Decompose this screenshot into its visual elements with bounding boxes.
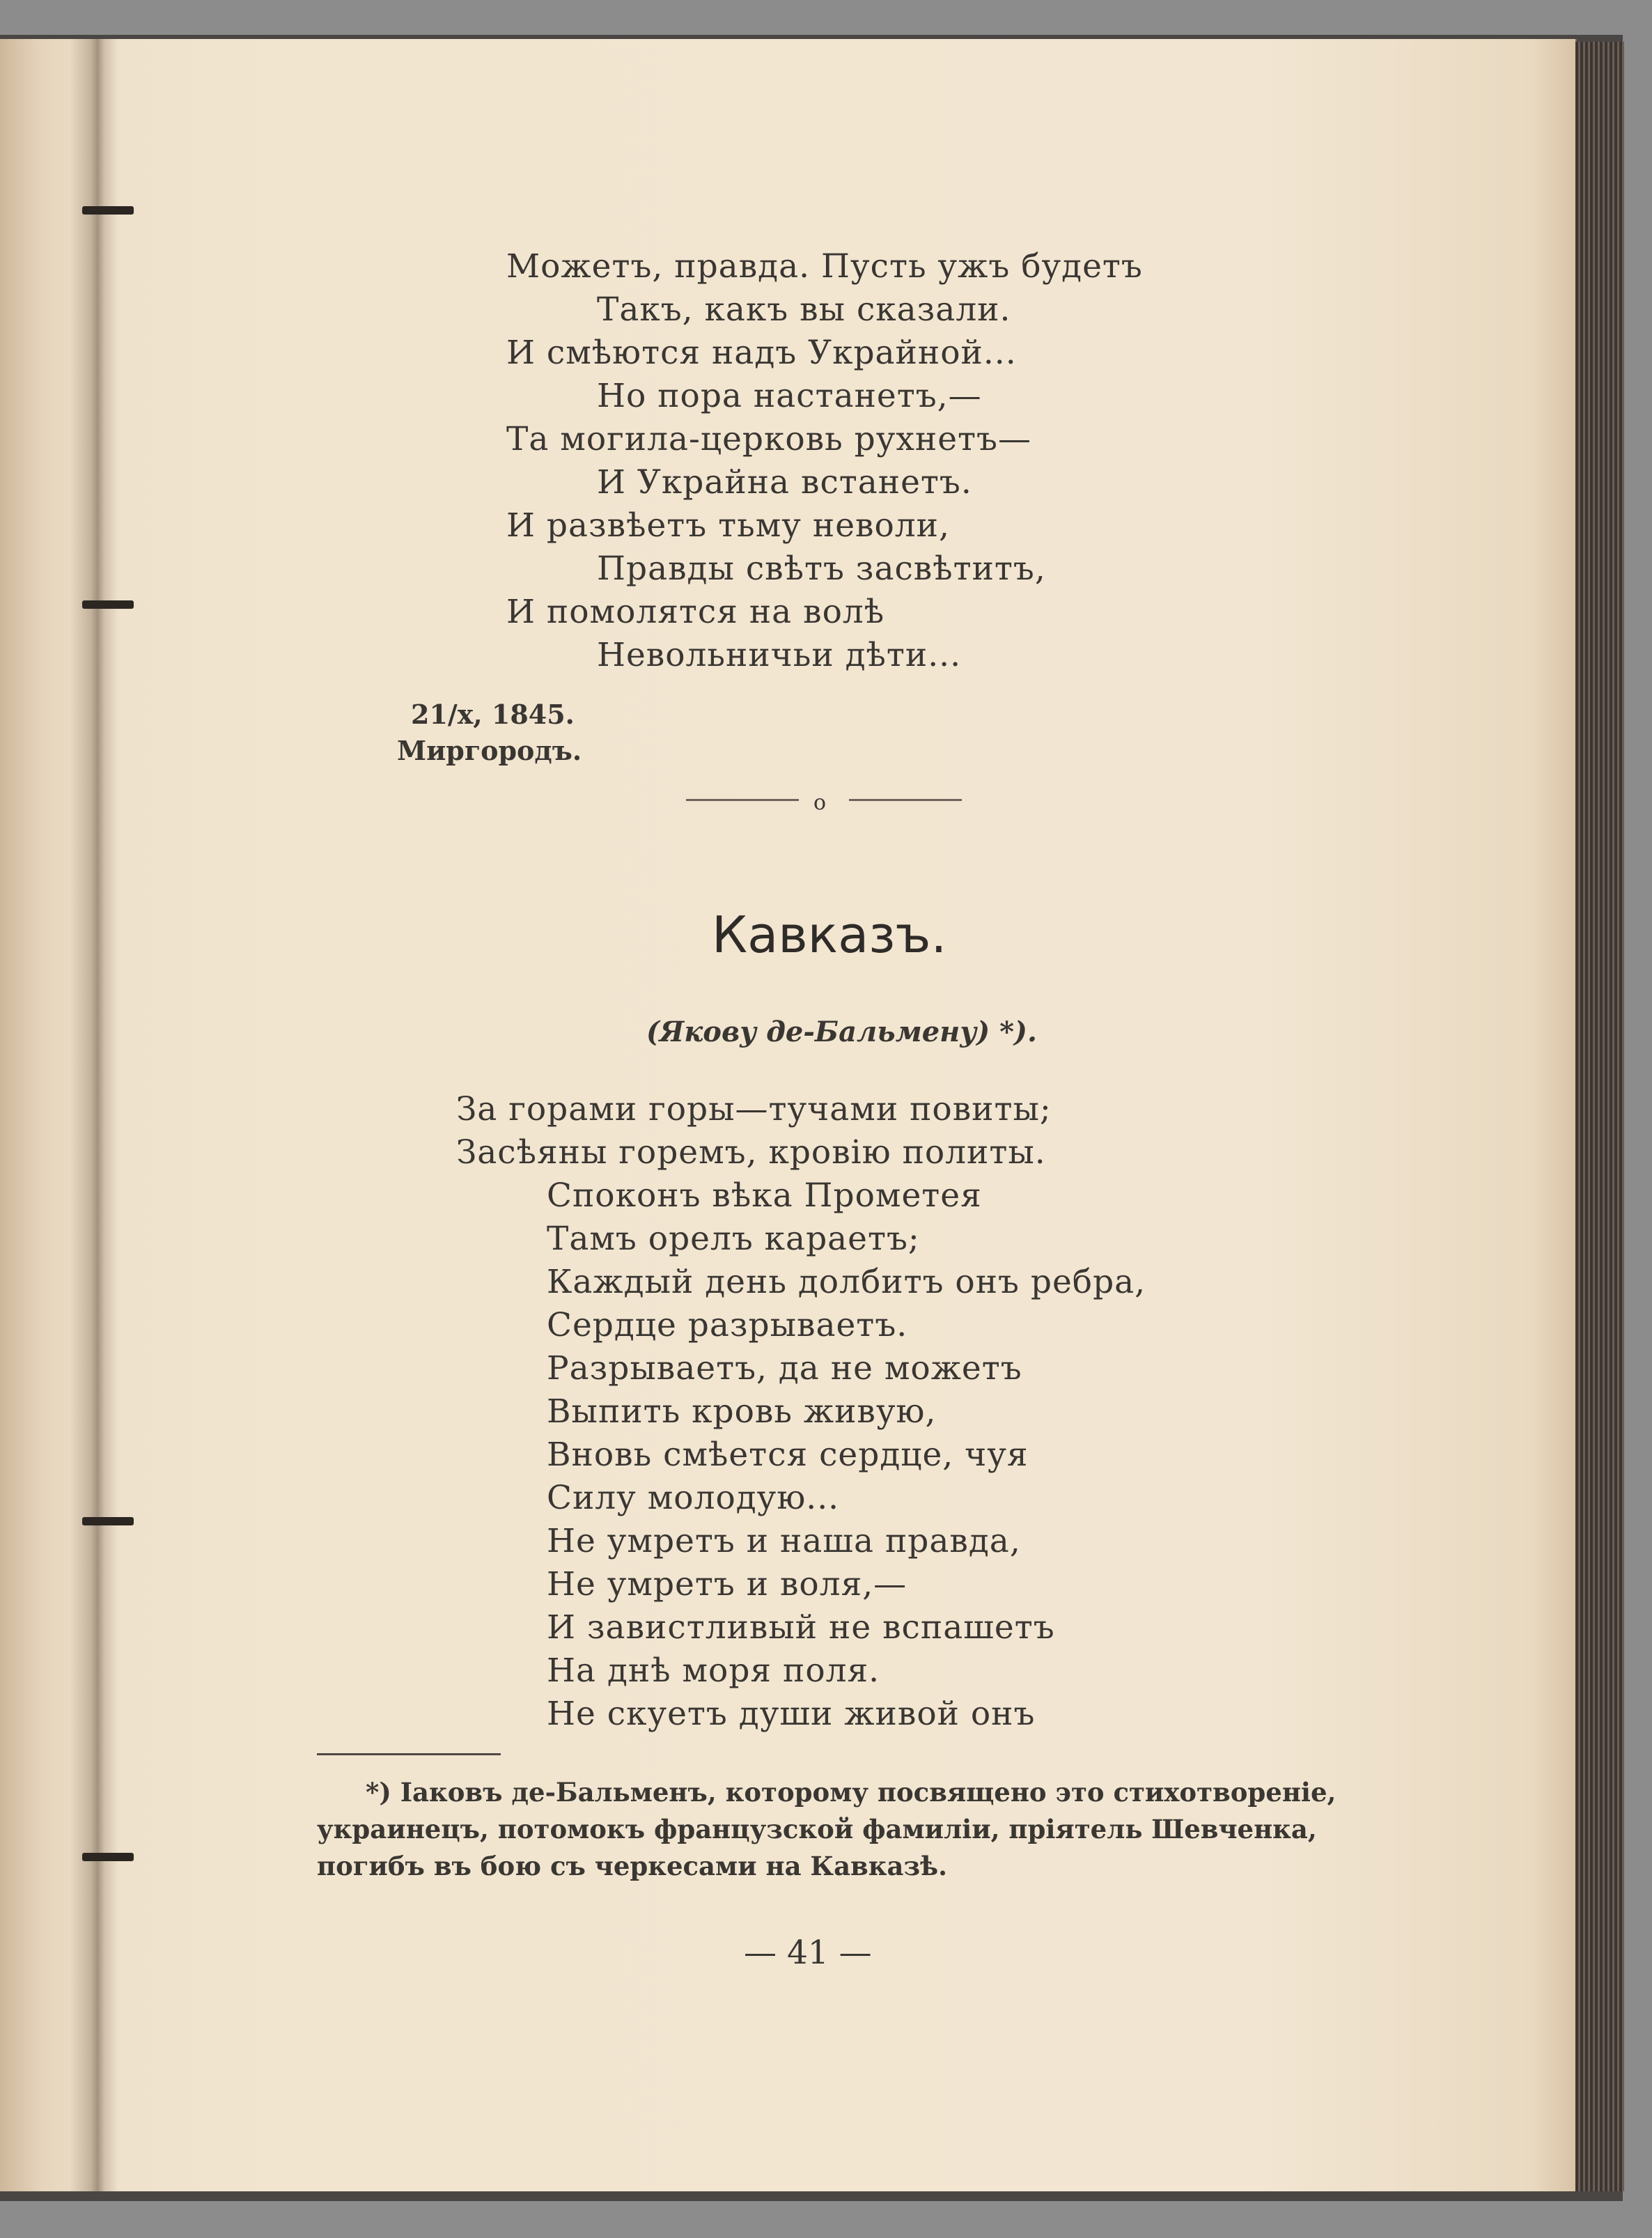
poem-line: И смѣются надъ Украйной... [506, 334, 1017, 372]
poem-line: За горами горы—тучами повиты; [456, 1090, 1052, 1128]
poem-line: На днѣ моря поля. [547, 1652, 880, 1690]
footnote-line: погибъ въ бою съ черкесами на Кавказѣ. [317, 1851, 947, 1881]
poem-line: Разрываетъ, да не можетъ [547, 1349, 1022, 1388]
poem-line: Тамъ орелъ караетъ; [547, 1220, 920, 1258]
page-edges [1575, 42, 1624, 2191]
page-gutter [70, 39, 118, 2191]
footnote-rule [317, 1753, 501, 1755]
poem-line: Засѣяны горемъ, кровію политы. [456, 1133, 1046, 1172]
poem-line: Можетъ, правда. Пусть ужъ будетъ [506, 247, 1143, 286]
footnote-line: *) Іаковъ де-Бальменъ, которому посвящено это стихотвореніе, [366, 1777, 1337, 1808]
poem-line: Правды свѣтъ засвѣтитъ, [597, 550, 1046, 588]
binding-stitch [82, 1853, 134, 1861]
poem-line: Такъ, какъ вы сказали. [597, 290, 1011, 329]
poem-line: Не скуетъ души живой онъ [547, 1695, 1036, 1733]
poem-line: Невольничьи дѣти... [597, 636, 962, 674]
poem-line: Сердце разрываетъ. [547, 1306, 908, 1344]
poem-line: Выпить кровь живую, [547, 1392, 937, 1431]
poem-dedication: (Якову де-Бальмену) *). [646, 1016, 1037, 1048]
poem-line: Вновь смѣется сердце, чуя [547, 1436, 1029, 1474]
separator-circle: o [813, 791, 827, 815]
poem-place: Миргородъ. [397, 735, 582, 766]
poem-line: Не умретъ и воля,— [547, 1565, 907, 1603]
poem-line: Каждый день долбитъ онъ ребра, [547, 1263, 1146, 1301]
poem-title: Кавказъ. [712, 906, 947, 964]
binding-stitch [82, 600, 134, 609]
poem-line: И помолятся на волѣ [506, 593, 885, 631]
poem-line: И Украйна встанетъ. [597, 463, 972, 502]
poem-line: Силу молодую... [547, 1479, 840, 1517]
page-number: — 41 — [744, 1934, 872, 1972]
poem-line: Та могила-церковь рухнетъ— [506, 420, 1031, 458]
poem-line: И развѣетъ тьму неволи, [506, 506, 950, 545]
poem-line: Споконъ вѣка Прометея [547, 1176, 982, 1215]
separator-rule [849, 799, 962, 801]
poem-date: 21/x, 1845. [411, 699, 575, 730]
separator-rule [686, 799, 799, 801]
poem-line: Но пора настанетъ,— [597, 377, 982, 415]
poem-line: Не умретъ и наша правда, [547, 1522, 1021, 1560]
footnote-line: украинецъ, потомокъ французской фамиліи, пріятель Шевченка, [317, 1814, 1317, 1844]
poem-line: И завистливый не вспашетъ [547, 1608, 1055, 1647]
binding-stitch [82, 206, 134, 215]
binding-stitch [82, 1517, 134, 1525]
